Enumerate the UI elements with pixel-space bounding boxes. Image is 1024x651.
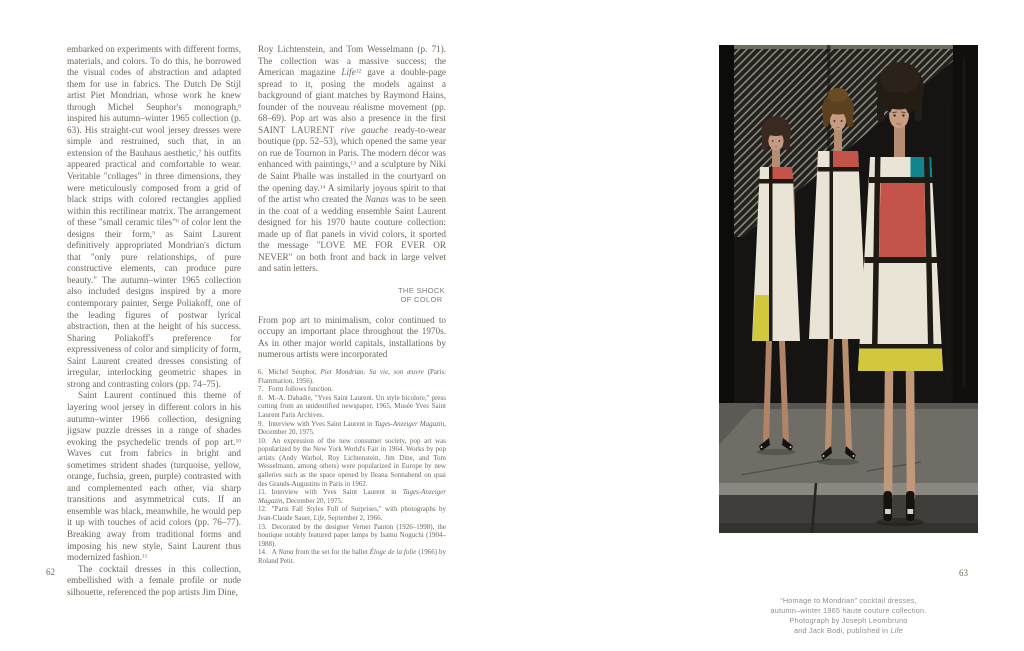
paragraph: Saint Laurent continued this theme of layering wool jersey in different colors in his autumn–winter 1966 collection, designing jigsaw puzzle dresses in a range of shades evoking the psychedelic trends of pop art.$^{10}$ Waves cut from fabrics in bright and sometimes strident shades (turquoise, yellow, orange, fuchsia, green, purple) contrasted with and complemented each other, via sharp transitions and asymmetrical cuts. If an ensemble was black, meanwhile, he would pep it up with touches of acid colors (pp. 76–77). Breaking away from traditional forms and imposing his new style, Saint Laurent thus modernized fashion.$^{11}$ xyxy=(67,390,241,563)
footnote: 8. M.-A. Dabadie, "Yves Saint Laurent. Un style bicolore," press cutting from an unidentified newspaper, 1965, Musée Yves Saint Laurent Paris Archives. xyxy=(258,393,446,419)
paragraph: Roy Lichtenstein, and Tom Wesselmann (p. 71). The collection was a massive success; the American magazine Life$^{12}$ gave a double-page spread to it, posing the models against a background of giant matches by Raymond Hains, founder of the nouveau réalisme movement (pp. 68–69). Pop art was also a presence in the first SAINT LAURENT rive gauche ready-to-wear boutique (pp. 52–53), which opened the same year on rue de Tournon in Paris. The modern décor was enhanced with paintings,$^{13}$ and a sculpture by Niki de Saint Phalle was installed in the courtyard on the opening day.$^{14}$ A similarly joyous spirit to that of the artist who created the Nanas was to be seen in the coat of a wedding ensemble Saint Laurent designed for his 1970 haute couture collection: made up of flat panels in vivid colors, it sported the message "LOVE ME FOR EVER OR NEVER" on both front and back in large velvet and satin letters. xyxy=(258,44,447,274)
footnote: 11. Interview with Yves Saint Laurent in Tages-Anzeiger Magazin, December 20, 1975. xyxy=(258,488,446,505)
footnotes-list xyxy=(258,368,446,566)
page-number-right: 63 xyxy=(959,568,968,578)
footnote: 14. A Nana from the set for the ballet Éloge de la folie (1966) by Roland Petit. xyxy=(258,548,447,565)
footnote: 7. Form follows function. xyxy=(258,385,333,394)
footnote: 12. "Paris Fall Styles Full of Surprises," with photographs by Jean-Claude Sauer, Life, September 2, 1966. xyxy=(258,505,446,523)
mondrian-dresses-photo xyxy=(719,45,978,533)
footnote-number: 9. xyxy=(258,419,264,428)
footnote: 13. Decorated by the designer Verner Panton (1926–1998), the boutique notably featured paper lamps by Isamu Noguchi (1904–1988). xyxy=(258,522,446,548)
footnote-number: 11. xyxy=(258,488,267,497)
column-2-continued-text xyxy=(258,315,446,361)
photo-caption xyxy=(719,596,978,636)
paragraph: From pop art to minimalism, color continued to occupy an important place throughout the 1970s. As in other major world capitals, installations by numerous artists were incorporated xyxy=(258,314,446,360)
footnote-number: 6. xyxy=(258,367,264,376)
heading-line: THE SHOCK xyxy=(397,285,445,295)
caption-line: and Jack Bodi, published in Life xyxy=(793,626,904,635)
left-page-column-1 xyxy=(67,44,241,598)
heading-line: OF COLOR xyxy=(400,295,443,305)
footnote-number: 8. xyxy=(258,393,264,402)
left-page-column-2 xyxy=(258,44,446,566)
footnote: 6. Michel Seuphor, Piet Mondrian. Sa vie, son œuvre (Paris: Flammarion, 1956). xyxy=(258,367,446,385)
section-heading-the-shock-of-color xyxy=(398,286,445,305)
paragraph: The cocktail dresses in this collection, embellished with a female profile or nude silhouette, referenced the pop artists Jim Dine, xyxy=(67,563,241,597)
footnote-number: 13. xyxy=(258,522,267,531)
footnote-number: 10. xyxy=(258,436,267,445)
footnote-number: 14. xyxy=(258,548,267,557)
footnote: 10. An expression of the new consumer society, pop art was popularized by the New York World's Fair in 1964. Works by pop artists (Andy Warhol, Roy Lichtenstein, Jim Dine, and Tom Wesselmann, among others) were popularized in Europe by new galleries such as the space opened by Ileana Sonnabend on quai des Grands-Augustins in Paris in 1962. xyxy=(258,436,446,488)
footnote-number: 7. xyxy=(258,385,264,394)
caption-line: Photograph by Joseph Leombruno xyxy=(789,616,908,625)
page-number-left: 62 xyxy=(46,567,55,577)
footnote: 9. Interview with Yves Saint Laurent in Tages-Anzeiger Magazin, December 20, 1975. xyxy=(258,419,447,437)
caption-line: “Homage to Mondrian” cocktail dresses, xyxy=(780,596,917,605)
footnote-number: 12. xyxy=(258,505,267,514)
column-2-text xyxy=(258,44,446,275)
caption-line: autumn–winter 1965 haute couture collection. xyxy=(770,606,927,615)
paragraph: embarked on experiments with different forms, materials, and colors. To do this, he borrowed the visual codes of abstraction and adapted them for use in fabrics. The Dutch De Stijl artist Piet Mondrian, whose work he knew through Michel Seuphor's monograph,$^6$ inspired his autumn–winter 1965 collection (p. 63). His straight-cut wool jersey dresses were simple and restrained, such that, in an extension of the Bauhaus aesthetic,$^7$ his outfits appeared practical and comfortable to wear. Veritable "collages" in three dimensions, they were meticulously composed from a grid of black strips with colored rectangles applied within this rectilinear matrix. The arrangement of these "small ceramic tiles"$^8$ of color lent the designs their form,$^9$ as Saint Laurent definitively appropriated Mondrian's dictum that "only pure relationships, of pure constructive elements, can produce pure beauty." The autumn–winter 1965 collection also included designs inspired by a more contemporary painter, Serge Poliakoff, one of the leading figures of postwar lyrical abstraction, then at the height of his success. Sharing Poliakoff's preference for expressiveness of color and simplicity of form, Saint Laurent created dresses consisting of irregular, interlocking geometric shapes in strong and contrasting colors (pp. 74–75). xyxy=(67,44,241,389)
